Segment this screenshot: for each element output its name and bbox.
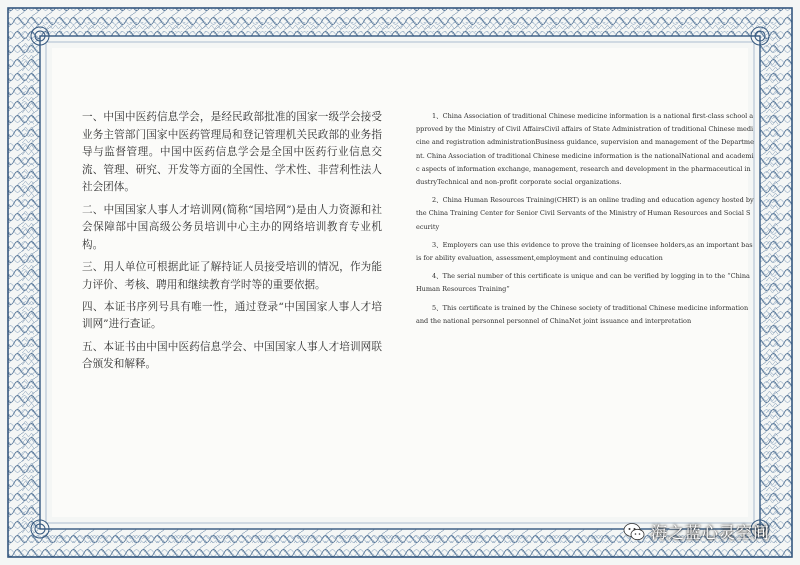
watermark-text: 海之蓝心灵空间: [650, 523, 770, 542]
wechat-icon: [623, 522, 645, 542]
en-note-1: 1、China Association of traditional Chinese medicine information is a national first-class school approved by the Ministry of Civil AffairsCivil affairs of State Administration of traditional Chinese medicine and registration administrationBusiness guidance, supervision and management of the Department. China Association of traditional Chinese medicine information is the nationalNational and academic aspects of information exchange, management, research and development in the pharmaceutical industryTechnical and non-profit corporate social organizations.: [416, 112, 754, 187]
cn-note-4: 四、本证书序列号具有唯一性，通过登录“中国国家人事人才培训网”进行查证。: [82, 300, 382, 331]
english-notes-column: [416, 110, 754, 333]
cn-note-3: 三、用人单位可根据此证了解持证人员接受培训的情况，作为能力评价、考核、聘用和继续教育学时等的重要依据。: [82, 260, 382, 291]
chinese-notes-column: [82, 109, 382, 378]
en-note-3: 3、Employers can use this evidence to prove the training of licensee holders,as an important basis for ability evaluation, assessment,employment and continuing education: [416, 240, 753, 263]
cn-note-5: 五、本证书由中国中医药信息学会、中国国家人事人才培训网联合颁发和解释。: [82, 340, 382, 371]
en-note-4: 4、The serial number of this certificate is unique and can be verified by logging in to the “China Human Resources Training”: [416, 272, 750, 294]
wechat-watermark: [623, 520, 770, 543]
cn-note-2: 二、中国国家人事人才培训网(简称“国培网”)是由人力资源和社会保障部中国高级公务员培训中心主办的网络培训教育专业机构。: [82, 203, 382, 251]
en-note-5: 5、This certificate is trained by the Chinese society of traditional Chinese medicine information and the national personnel personnel of ChinaNet joint issuance and interpretation: [416, 303, 749, 325]
en-note-2: 2、China Human Resources Training(CHRT) is an online trading and education agency hosted by the China Training Center for Senior Civil Servants of the Ministry of Human Resources and Social Security: [416, 196, 754, 231]
cn-note-1: 一、中国中医药信息学会，是经民政部批准的国家一级学会接受业务主管部门国家中医药管理局和登记管理机关民政部的业务指导与监督管理。中国中医药信息学会是全国中医药行业信息交流、管理、研究、开发等方面的全国性、学术性、非营利性法人社会团体。: [82, 111, 382, 194]
